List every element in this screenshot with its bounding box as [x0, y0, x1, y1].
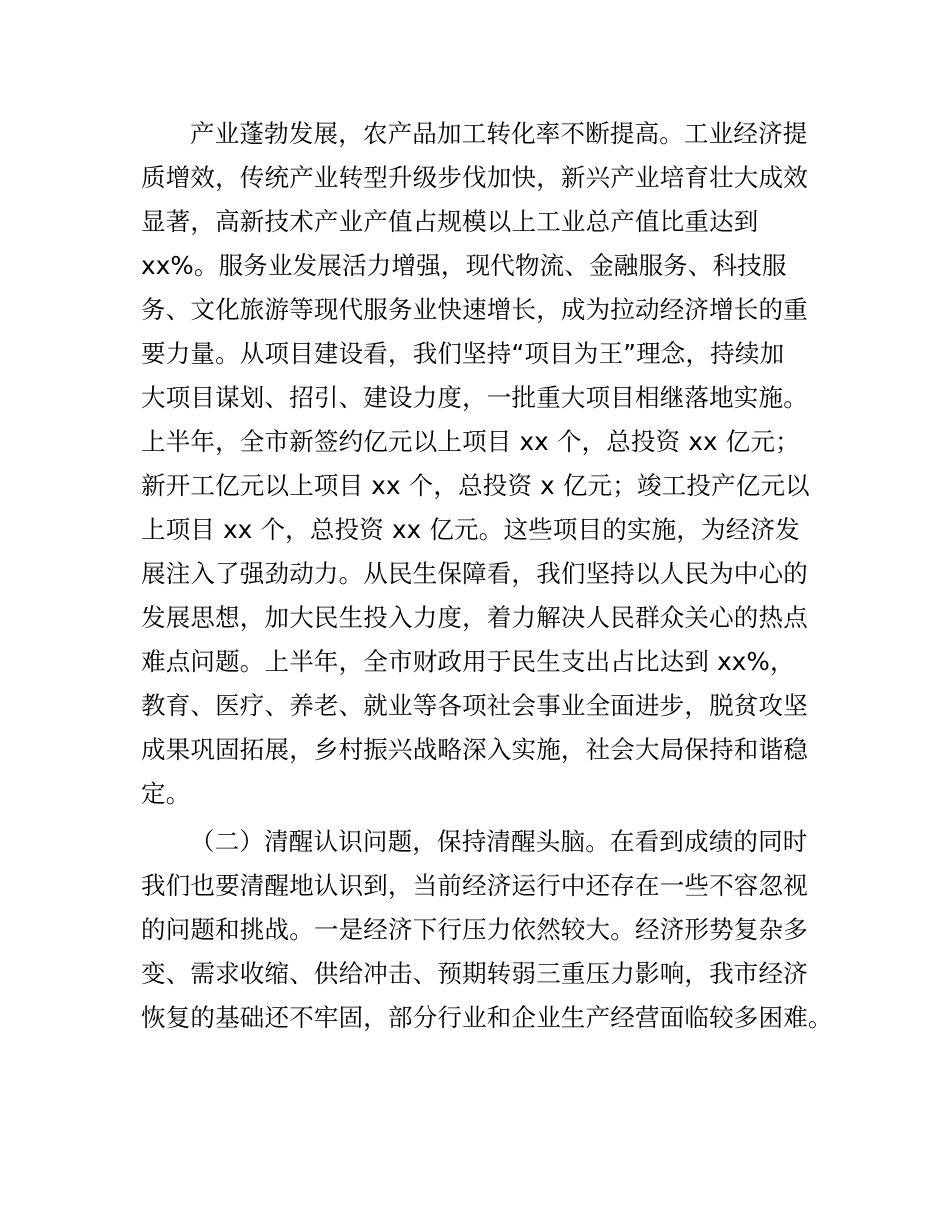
text-line: 教育、医疗、养老、就业等各项社会事业全面进步，脱贫攻坚: [141, 691, 808, 720]
text-line: 变、需求收缩、供给冲击、预期转弱三重压力影响，我市经济: [141, 959, 808, 988]
text-line: （二）清醒认识问题，保持清醒头脑。在看到成绩的同时: [190, 827, 808, 856]
text-line: 显著，高新技术产业产值占规模以上工业总产值比重达到: [141, 207, 759, 236]
text-line: 我们也要清醒地认识到，当前经济运行中还存在一些不容忽视: [141, 871, 808, 900]
text-line: 发展思想，加大民生投入力度，着力解决人民群众关心的热点: [141, 603, 808, 632]
text-line: 难点问题。上半年，全市财政用于民生支出占比达到 xx%，: [141, 647, 795, 676]
text-line: 上半年，全市新签约亿元以上项目 xx 个，总投资 xx 亿元；: [141, 427, 800, 456]
text-line: 恢复的基础还不牢固，部分行业和企业生产经营面临较多困难。: [141, 1003, 833, 1032]
text-line: 要力量。从项目建设看，我们坚持“项目为王”理念，持续加: [141, 339, 785, 368]
text-line: 的问题和挑战。一是经济下行压力依然较大。经济形势复杂多: [141, 915, 808, 944]
text-line: 新开工亿元以上项目 xx 个，总投资 x 亿元；竣工投产亿元以: [141, 471, 810, 500]
text-line: 展注入了强劲动力。从民生保障看，我们坚持以人民为中心的: [141, 559, 808, 588]
text-line: 大项目谋划、招引、建设力度，一批重大项目相继落地实施。: [141, 383, 808, 412]
text-line: xx%。服务业发展活力增强，现代物流、金融服务、科技服: [141, 251, 787, 280]
text-line: 定。: [141, 779, 191, 808]
text-line: 上项目 xx 个，总投资 xx 亿元。这些项目的实施，为经济发: [141, 515, 800, 544]
text-line: 产业蓬勃发展，农产品加工转化率不断提高。工业经济提: [190, 119, 808, 148]
text-line: 质增效，传统产业转型升级步伐加快，新兴产业培育壮大成效: [141, 163, 808, 192]
text-line: 成果巩固拓展，乡村振兴战略深入实施，社会大局保持和谐稳: [141, 735, 808, 764]
text-line: 务、文化旅游等现代服务业快速增长，成为拉动经济增长的重: [141, 295, 808, 324]
